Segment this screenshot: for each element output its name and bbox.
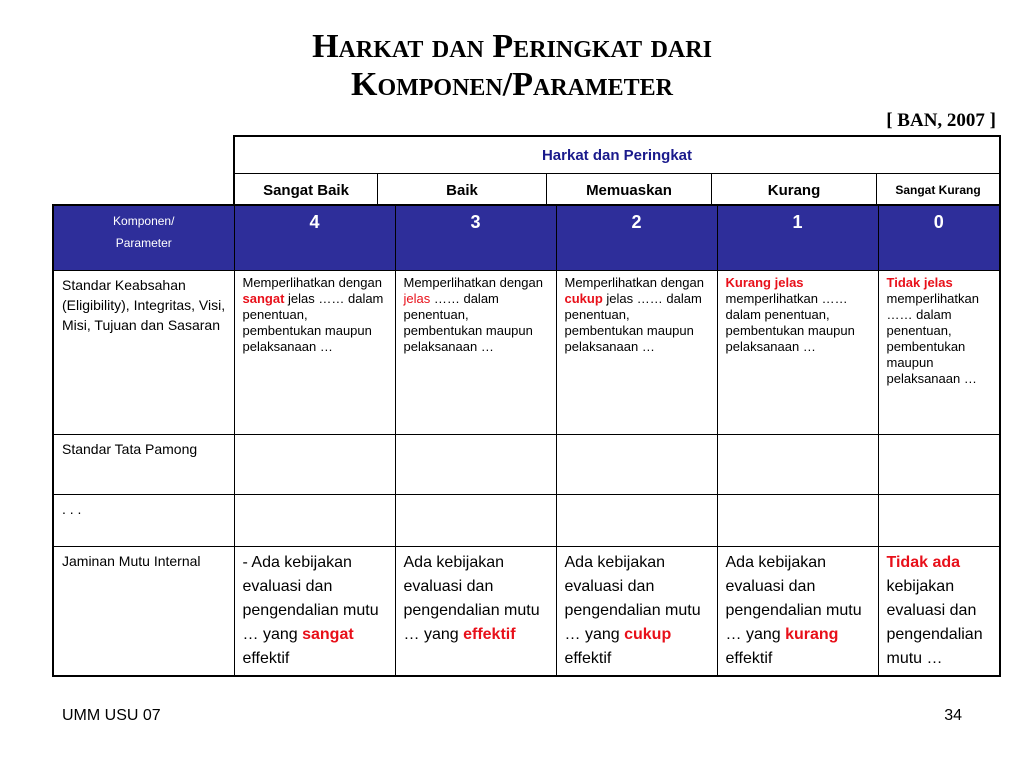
- row-label-tata-pamong: Standar Tata Pamong: [53, 435, 234, 495]
- page-title: [0, 28, 1024, 104]
- level-sangat-kurang: Sangat Kurang: [877, 174, 1001, 207]
- table-header-row: [53, 205, 1000, 271]
- cell-highlight: cukup: [624, 626, 672, 643]
- empty-cell: [717, 435, 878, 495]
- title-line-1: Harkat dan Peringkat dari: [312, 28, 712, 65]
- empty-cell: [234, 435, 395, 495]
- table-row: [53, 547, 1000, 677]
- cell-text: Ada kebijakan evaluasi dan pengendalian mutu … yang: [403, 554, 540, 643]
- empty-cell: [717, 495, 878, 547]
- cell-text: effektif: [242, 650, 290, 667]
- rating-table: [52, 204, 1001, 677]
- cell-highlight: sangat: [302, 626, 354, 643]
- empty-cell: [234, 495, 395, 547]
- cell-keabsahan-0: [878, 271, 1000, 435]
- table-row: [53, 435, 1000, 495]
- cell-text: - Ada kebijakan evaluasi dan pengendalian mutu … yang: [242, 554, 379, 643]
- rating-header-table: [233, 135, 1001, 207]
- score-1: 1: [717, 205, 878, 271]
- cell-text: kebijakan evaluasi dan pengendalian mutu …: [886, 578, 983, 667]
- cell-highlight: kurang: [785, 626, 839, 643]
- rating-group-header: Harkat dan Peringkat: [234, 136, 1000, 174]
- cell-text: Memperlihatkan dengan: [403, 275, 543, 290]
- cell-highlight: cukup: [564, 291, 603, 306]
- cell-highlight: sangat: [242, 291, 285, 306]
- source-citation: [ BAN, 2007 ]: [886, 110, 996, 131]
- cell-text: Memperlihatkan dengan: [242, 275, 382, 290]
- row-label-jaminan-mutu: Jaminan Mutu Internal: [53, 547, 234, 677]
- title-line-2: Komponen/Parameter: [351, 66, 673, 103]
- footer-label: UMM USU 07: [62, 707, 161, 724]
- cell-text: memperlihatkan …… dalam penentuan, pembentukan maupun pelaksanaan …: [725, 291, 855, 354]
- cell-jaminan-4: [234, 547, 395, 677]
- cell-highlight: Tidak ada: [886, 554, 961, 571]
- level-baik: Baik: [378, 174, 547, 207]
- row-label-ellipsis: . . .: [53, 495, 234, 547]
- cell-text: jelas …… dalam penentuan, pembentukan maupun pelaksanaan …: [564, 291, 702, 354]
- cell-text: Ada kebijakan evaluasi dan pengendalian mutu … yang: [725, 554, 862, 643]
- cell-text: jelas …… dalam penentuan, pembentukan maupun pelaksanaan …: [242, 291, 384, 354]
- empty-cell: [395, 435, 556, 495]
- cell-highlight: jelas: [403, 291, 431, 306]
- component-header-line-1: Komponen/: [113, 214, 175, 228]
- score-2: 2: [556, 205, 717, 271]
- table-row: [53, 495, 1000, 547]
- cell-text: effektif: [564, 650, 612, 667]
- cell-keabsahan-1: [717, 271, 878, 435]
- cell-jaminan-1: [717, 547, 878, 677]
- cell-text: …… dalam penentuan, pembentukan maupun pelaksanaan …: [403, 291, 533, 354]
- slide-number: 34: [944, 707, 962, 724]
- empty-cell: [556, 435, 717, 495]
- table-row: [53, 271, 1000, 435]
- component-header-line-2: Parameter: [115, 236, 172, 250]
- row-label-keabsahan: Standar Keabsahan (Eligibility), Integritas, Visi, Misi, Tujuan dan Sasaran: [53, 271, 234, 435]
- cell-keabsahan-2: [556, 271, 717, 435]
- score-4: 4: [234, 205, 395, 271]
- empty-cell: [878, 435, 1000, 495]
- cell-jaminan-3: [395, 547, 556, 677]
- cell-highlight: Kurang jelas: [725, 275, 804, 290]
- cell-jaminan-2: [556, 547, 717, 677]
- score-3: 3: [395, 205, 556, 271]
- level-memuaskan: Memuaskan: [547, 174, 712, 207]
- empty-cell: [878, 495, 1000, 547]
- level-kurang: Kurang: [712, 174, 877, 207]
- cell-keabsahan-3: [395, 271, 556, 435]
- empty-cell: [556, 495, 717, 547]
- cell-text: Ada kebijakan evaluasi dan pengendalian mutu … yang: [564, 554, 701, 643]
- component-header: [53, 205, 234, 271]
- cell-keabsahan-4: [234, 271, 395, 435]
- cell-jaminan-0: [878, 547, 1000, 677]
- cell-text: memperlihatkan …… dalam penentuan, pembentukan maupun pelaksanaan …: [886, 291, 979, 386]
- score-0: 0: [878, 205, 1000, 271]
- cell-highlight: effektif: [463, 626, 516, 643]
- empty-cell: [395, 495, 556, 547]
- cell-text: Memperlihatkan dengan: [564, 275, 704, 290]
- level-sangat-baik: Sangat Baik: [234, 174, 378, 207]
- cell-text: effektif: [725, 650, 773, 667]
- cell-highlight: Tidak jelas: [886, 275, 953, 290]
